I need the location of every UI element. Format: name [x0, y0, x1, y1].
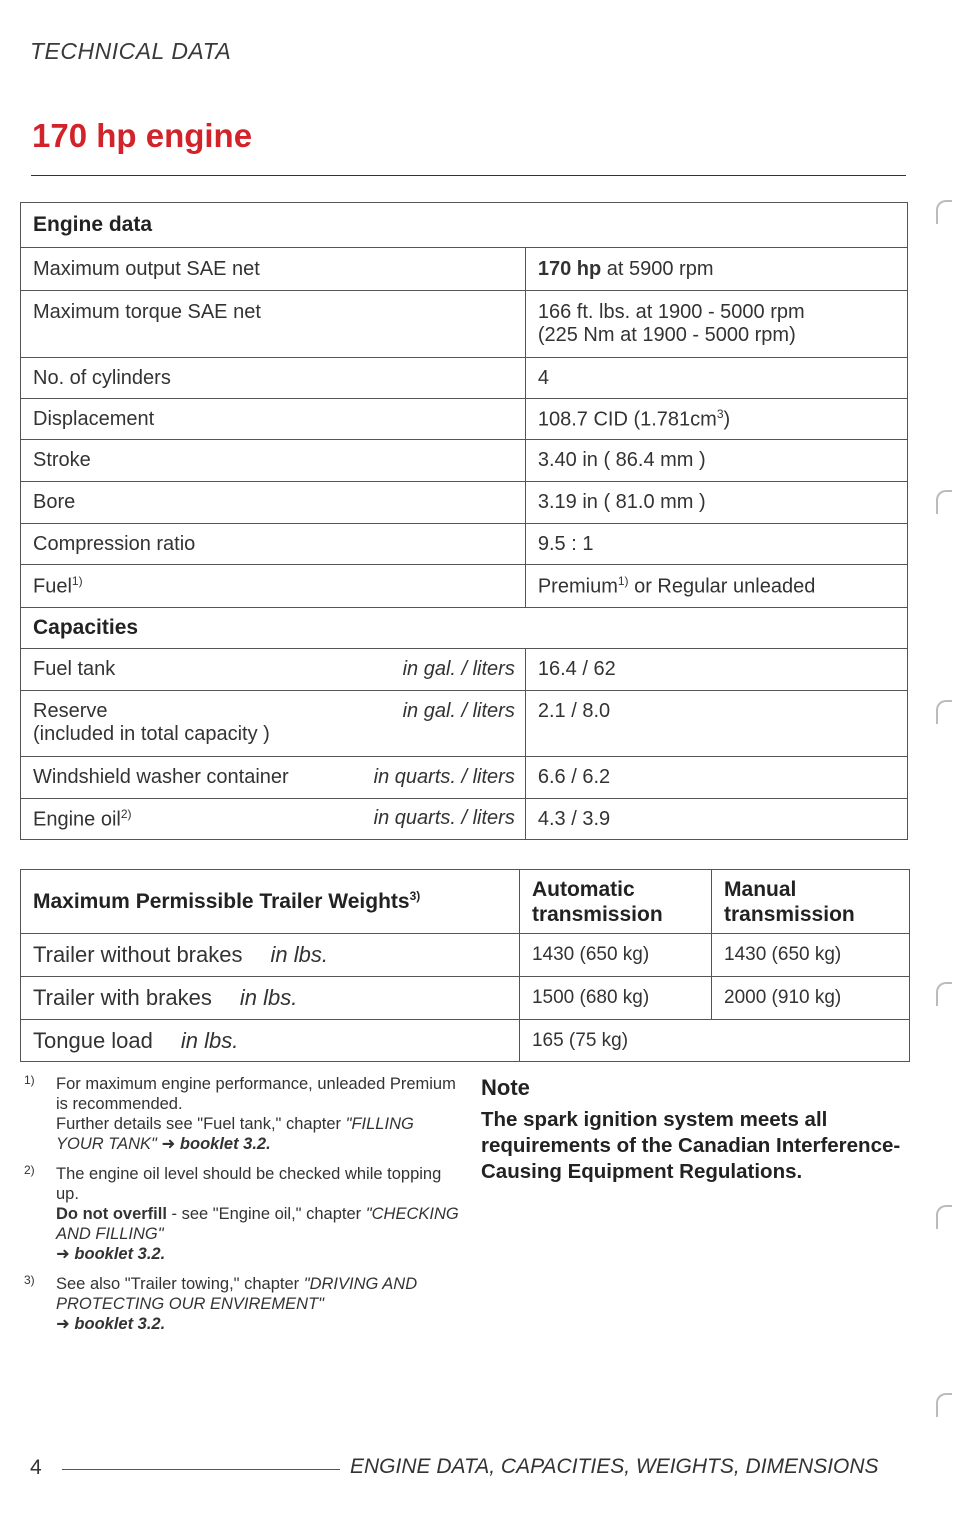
fuel-tank-label: [21, 649, 526, 691]
footnote-3-chapter: "DRIVING AND PROTECTING OUR ENVIREMENT": [56, 1275, 418, 1313]
trailer-title-sup: 3): [409, 889, 421, 903]
without-brakes-text: Trailer without brakes: [33, 942, 243, 967]
displacement-label: Displacement: [21, 399, 526, 440]
reserve-value: 2.1 / 8.0: [525, 691, 907, 757]
without-brakes-manual: 1430 (650 kg): [712, 934, 910, 977]
washer-label-text: Windshield washer container: [33, 766, 289, 788]
with-brakes-unit: in lbs.: [239, 985, 298, 1010]
fuel-value-premium: Premium: [537, 575, 618, 598]
footnote-2-text: The engine oil level should be checked while topping up.: [56, 1165, 442, 1203]
displacement-sup: 3: [716, 406, 724, 421]
with-brakes-text: Trailer with brakes: [33, 985, 212, 1010]
with-brakes-manual: 2000 (910 kg): [712, 977, 910, 1020]
note-body: The spark ignition system meets all requirements of the Canadian Interference-Causing Equipment Regulations.: [481, 1108, 901, 1183]
table-row: [21, 691, 908, 757]
page-heading: 170 hp engine: [32, 117, 253, 154]
fuel-label-sup: 1): [71, 573, 83, 588]
note-title: Note: [481, 1075, 530, 1100]
table-header-row: [21, 870, 910, 934]
table-row: [21, 482, 908, 524]
footnote-1: [22, 1074, 462, 1154]
capacities-title: Capacities: [21, 608, 908, 649]
fuel-label: [21, 565, 526, 608]
footnote-2-do-not-overfill: Do not overfill: [56, 1205, 167, 1223]
heading-divider: [31, 175, 906, 176]
displacement-number: 108.7 CID (1.781cm: [537, 408, 717, 431]
margin-tab-mark: [936, 1205, 952, 1229]
fuel-tank-unit: in gal. / liters: [402, 658, 515, 680]
table-row: [21, 1020, 910, 1062]
col-automatic-line1: Automatic: [531, 877, 635, 901]
reserve-label-line2: (included in total capacity ): [33, 723, 270, 745]
table-row: [21, 934, 910, 977]
engine-oil-value: 4.3 / 3.9: [525, 799, 907, 840]
fuel-tank-value: 16.4 / 62: [525, 649, 907, 691]
washer-unit: in quarts. / liters: [373, 766, 515, 788]
footnote-3-booklet: booklet 3.2.: [74, 1315, 166, 1333]
fuel-tank-label-text: Fuel tank: [33, 658, 116, 680]
fuel-value-sup: 1): [617, 573, 629, 588]
tongue-load-unit: in lbs.: [180, 1027, 239, 1053]
stroke-value: 3.40 in ( 86.4 mm ): [525, 440, 907, 482]
bore-label: Bore: [21, 482, 526, 524]
footnote-2: [22, 1164, 462, 1264]
arrow-right-icon: ➜: [56, 1245, 70, 1263]
col-automatic-line2: transmission: [531, 902, 663, 926]
tongue-load-label: [21, 1020, 520, 1062]
tongue-load-auto: 165 (75 kg): [519, 1020, 909, 1062]
section-label: TECHNICAL DATA: [30, 38, 232, 64]
footnote-2-see: - see "Engine oil," chapter: [166, 1205, 366, 1223]
table-row: [21, 649, 908, 691]
max-output-label: Maximum output SAE net: [21, 248, 526, 291]
footer-title: ENGINE DATA, CAPACITIES, WEIGHTS, DIMENSIONS: [350, 1455, 879, 1478]
table-row: [21, 440, 908, 482]
arrow-right-icon: ➜: [56, 1315, 70, 1333]
tongue-load-text: Tongue load: [33, 1027, 153, 1053]
col-manual-line2: transmission: [724, 902, 855, 926]
fuel-label-text: Fuel: [33, 575, 72, 598]
table-row: [21, 248, 908, 291]
margin-tab-mark: [936, 200, 952, 224]
note-box: [481, 1075, 911, 1185]
arrow-right-icon: ➜: [161, 1135, 176, 1153]
col-manual-line1: Manual: [724, 877, 797, 901]
col-manual: [712, 870, 910, 934]
without-brakes-auto: 1430 (650 kg): [519, 934, 711, 977]
margin-tab-mark: [936, 700, 952, 724]
footnote-1-booklet: booklet 3.2.: [179, 1135, 271, 1153]
max-torque-line1: 166 ft. lbs. at 1900 - 5000 rpm: [537, 301, 805, 323]
max-torque-label: Maximum torque SAE net: [21, 291, 526, 358]
engine-data-table: [20, 202, 908, 840]
footnotes: [22, 1074, 462, 1344]
footnote-1-further: Further details see "Fuel tank," chapter: [56, 1115, 346, 1133]
margin-tab-mark: [936, 1393, 952, 1417]
max-torque-line2: (225 Nm at 1900 - 5000 rpm): [537, 324, 796, 346]
table-row: [21, 358, 908, 399]
trailer-weights-table: [20, 869, 910, 1062]
reserve-unit: in gal. / liters: [402, 700, 515, 722]
table-row: [21, 565, 908, 608]
trailer-title: [21, 870, 520, 934]
stroke-label: Stroke: [21, 440, 526, 482]
engine-data-title: Engine data: [21, 203, 908, 248]
max-output-hp: 170 hp: [537, 257, 602, 280]
footer-divider: [62, 1469, 340, 1470]
engine-oil-unit: in quarts. / liters: [373, 806, 515, 829]
table-row: [21, 977, 910, 1020]
with-brakes-label: [21, 977, 520, 1020]
bore-value: 3.19 in ( 81.0 mm ): [525, 482, 907, 524]
max-output-value: [525, 248, 907, 291]
with-brakes-auto: 1500 (680 kg): [519, 977, 711, 1020]
compression-value: 9.5 : 1: [525, 524, 907, 565]
max-torque-value: [525, 291, 907, 358]
without-brakes-unit: in lbs.: [270, 942, 328, 967]
engine-oil-label-text: Engine oil: [33, 808, 121, 831]
footnote-2-mark: 2): [24, 1163, 35, 1177]
footnote-3-mark: 3): [24, 1273, 35, 1287]
margin-tab-mark: [936, 982, 952, 1006]
footnote-1-text: For maximum engine performance, unleaded Premium is recommended.: [56, 1075, 456, 1113]
col-automatic: [519, 870, 711, 934]
washer-label: [21, 757, 526, 799]
fuel-value: [525, 565, 907, 608]
washer-value: 6.6 / 6.2: [525, 757, 907, 799]
table-row: [21, 799, 908, 840]
table-row: [21, 524, 908, 565]
fuel-value-rest: or Regular unleaded: [628, 575, 816, 598]
footnote-1-chapter-text: "FILLING YOUR TANK": [56, 1115, 414, 1153]
footnote-3: [22, 1274, 462, 1334]
table-row: [21, 757, 908, 799]
footnote-2-booklet: booklet 3.2.: [74, 1245, 166, 1263]
reserve-label: [21, 691, 526, 757]
table-row: [21, 399, 908, 440]
cylinders-label: No. of cylinders: [21, 358, 526, 399]
footnote-1-mark: 1): [24, 1073, 35, 1087]
margin-tab-mark: [936, 490, 952, 514]
reserve-label-text: Reserve: [33, 700, 108, 722]
engine-oil-label: [21, 799, 526, 840]
displacement-value: [525, 399, 907, 440]
without-brakes-label: [21, 934, 520, 977]
footnote-2-chapter: "CHECKING AND FILLING": [56, 1205, 459, 1243]
trailer-title-text: Maximum Permissible Trailer Weights: [33, 890, 410, 913]
page-number: 4: [30, 1456, 42, 1479]
displacement-end: ): [723, 408, 731, 431]
table-row: [21, 291, 908, 358]
max-output-rpm: at 5900 rpm: [601, 257, 714, 280]
engine-oil-sup: 2): [120, 806, 132, 821]
compression-label: Compression ratio: [21, 524, 526, 565]
cylinders-value: 4: [525, 358, 907, 399]
footnote-3-text: See also "Trailer towing," chapter: [56, 1275, 304, 1293]
